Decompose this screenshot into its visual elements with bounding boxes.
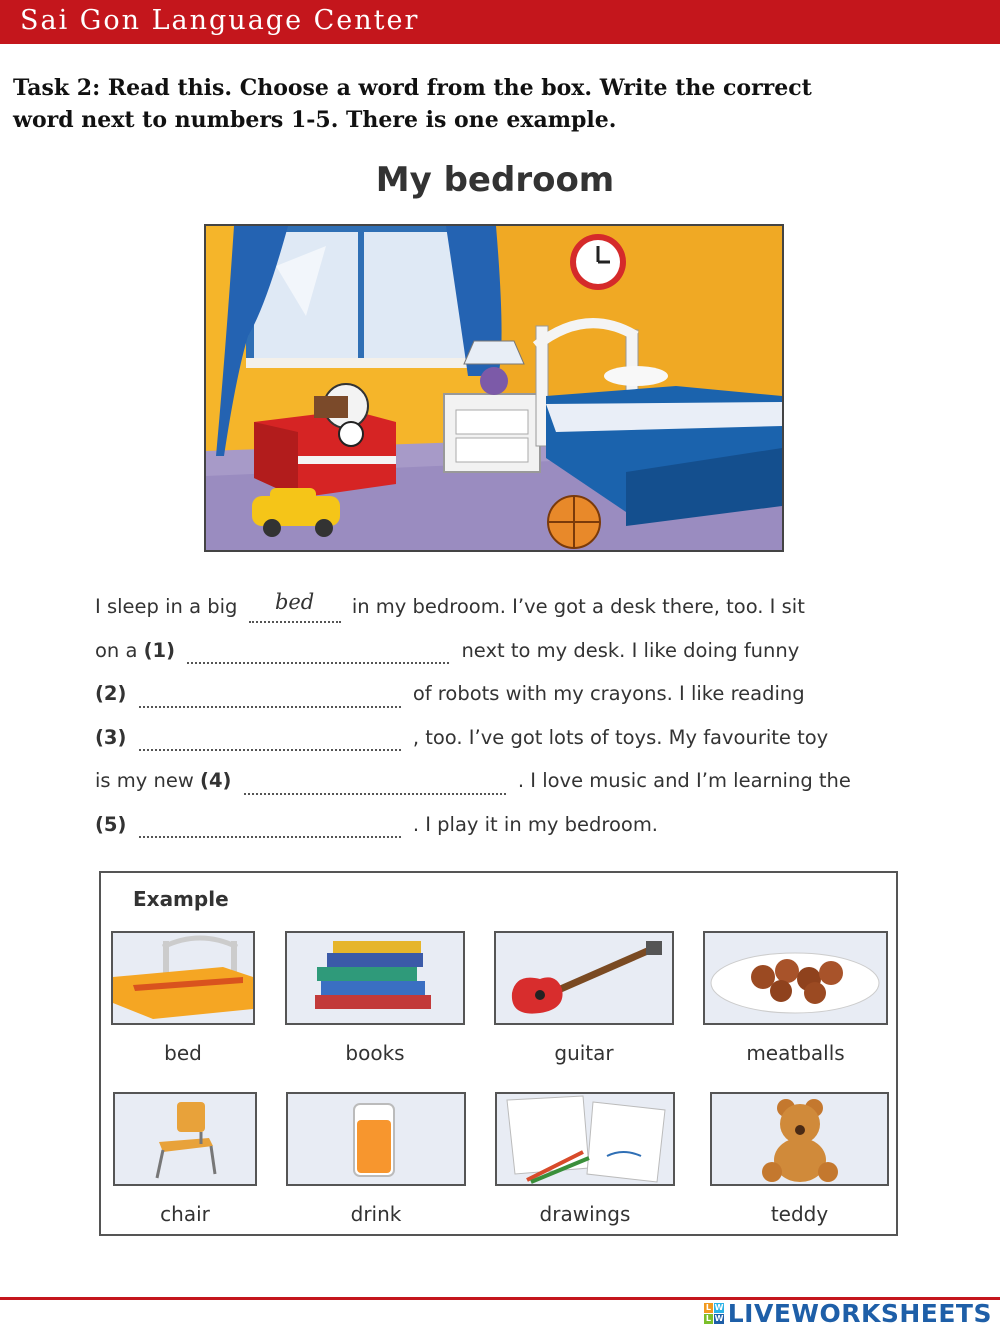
word-chair: chair (160, 1202, 210, 1226)
chair-picture (113, 1092, 257, 1186)
header-bar (0, 0, 1000, 44)
liveworksheets-badge-icon: L W L W (704, 1303, 724, 1323)
word-books: books (345, 1041, 405, 1065)
bed-picture (111, 931, 255, 1025)
answer-blank-5[interactable] (139, 812, 401, 838)
question-number-1: (1) (143, 638, 176, 662)
guitar-picture (494, 931, 674, 1025)
meatballs-picture (703, 931, 888, 1025)
answer-blank-1[interactable] (187, 638, 449, 664)
word-teddy: teddy (770, 1202, 829, 1226)
word-item-drink (286, 1092, 466, 1226)
drawings-picture (495, 1092, 675, 1186)
passage-line-4: (3) , too. I’ve got lots of toys. My favourite toy (95, 716, 925, 760)
passage-line-5: is my new (4) . I love music and I’m learning the (95, 759, 925, 803)
passage-line-3: (2) of robots with my crayons. I like reading (95, 672, 925, 716)
org-name: Sai Gon Language Center (20, 5, 420, 36)
word-item-guitar (494, 931, 674, 1065)
example-label: Example (133, 887, 229, 911)
reading-passage (95, 585, 925, 846)
word-item-chair (113, 1092, 257, 1226)
example-answer: bed (249, 593, 341, 623)
drink-picture (286, 1092, 466, 1186)
task-instructions (13, 72, 973, 136)
word-drawings: drawings (539, 1202, 631, 1226)
word-item-meatballs (703, 931, 888, 1065)
passage-line-1: I sleep in a big bed in my bedroom. I’ve got a desk there, too. I sit (95, 585, 925, 629)
question-number-3: (3) (95, 725, 127, 749)
word-box (99, 871, 898, 1236)
answer-blank-4[interactable] (244, 769, 506, 795)
question-number-2: (2) (95, 682, 127, 705)
word-item-bed (111, 931, 255, 1065)
bedroom-illustration (204, 224, 784, 552)
instructions-line-2: word next to numbers 1-5. There is one example. (13, 107, 617, 133)
passage-line-6: (5) . I play it in my bedroom. (95, 803, 925, 847)
instructions-line-1: Task 2: Read this. Choose a word from the box. Write the correct (13, 75, 812, 101)
word-bed: bed (164, 1041, 202, 1065)
word-item-teddy (710, 1092, 889, 1226)
word-item-books (285, 931, 465, 1065)
passage-line-2: on a (1) next to my desk. I like doing funny (95, 629, 925, 673)
liveworksheets-brand: LIVEWORKSHEETS (727, 1298, 992, 1328)
teddy-picture (710, 1092, 889, 1186)
answer-blank-3[interactable] (139, 725, 401, 751)
word-meatballs: meatballs (746, 1041, 845, 1065)
liveworksheets-logo[interactable] (704, 1298, 992, 1328)
word-item-drawings (495, 1092, 675, 1226)
word-guitar: guitar (554, 1041, 614, 1065)
question-number-4: (4) (200, 769, 232, 792)
answer-blank-2[interactable] (139, 682, 401, 708)
books-picture (285, 931, 465, 1025)
bedroom-scene-image (206, 226, 782, 550)
word-drink: drink (350, 1202, 402, 1226)
question-number-5: (5) (95, 812, 127, 836)
page-title: My bedroom (375, 160, 615, 200)
